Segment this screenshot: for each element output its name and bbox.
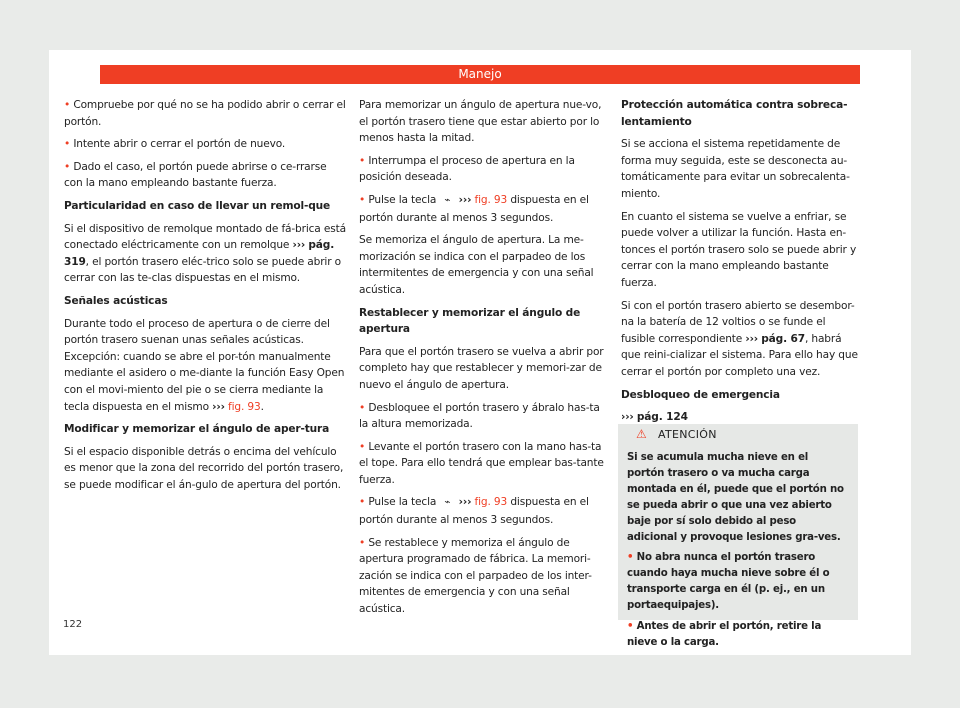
page-ref-link[interactable]: pág. 67	[761, 332, 805, 345]
paragraph-text: , el portón trasero eléc-trico solo se puede abrir o cerrar con las te-clas dispuestas en el mismo.	[64, 255, 341, 285]
list-item	[627, 619, 848, 651]
paragraph: Si se acciona el sistema repetidamente de forma muy seguida, este se desconecta au-tomáticamente para evitar un sobrecalenta-miento.	[621, 138, 850, 200]
warning-triangle-icon: ⚠	[636, 427, 647, 441]
list-item	[359, 494, 605, 528]
column-1	[64, 97, 346, 499]
bullet: •	[359, 193, 366, 206]
cross-ref-arrows: ›››	[745, 332, 759, 345]
list-item	[359, 535, 605, 618]
list-item-text: dispuesta en el portón durante al menos 3 segundos.	[359, 496, 589, 527]
list-item-text: Dado el caso, el portón puede abrirse o ce-rrarse con la mano empleando bastante fuerza.	[64, 160, 327, 190]
paragraph-text: Si el dispositivo de remolque montado de fá-brica está conectado eléctricamente con un remolque	[64, 222, 346, 252]
figure-ref-link[interactable]: fig. 93	[228, 400, 261, 413]
paragraph: Para que el portón trasero se vuelva a abrir por completo hay que restablecer y memori-zar de nuevo el ángulo de apertura.	[359, 345, 604, 391]
cross-ref-arrows: ›››	[458, 496, 472, 509]
page-number: 122	[63, 619, 83, 630]
column-3	[621, 97, 861, 432]
list-item-text: Pulse la tecla	[368, 193, 437, 206]
bullet: •	[627, 621, 634, 633]
section-heading: Señales acústicas	[64, 294, 168, 307]
paragraph: En cuanto el sistema se vuelve a enfriar, se puede volver a utilizar la función. Hasta en-tonces el portón trasero solo se puede abrir y cerrar con la mano empleando bastante fuerza.	[621, 210, 857, 289]
list-item-text: Pulse la tecla	[368, 496, 437, 509]
paragraph-text: , habrá que reini-cializar el sistema. Para ello hay que cerrar el portón por completo una vez.	[621, 332, 858, 378]
list-item	[64, 97, 346, 130]
list-item	[359, 439, 605, 489]
warning-box	[618, 424, 858, 648]
bullet: •	[627, 552, 634, 564]
list-item	[64, 159, 346, 192]
bullet: •	[359, 440, 366, 453]
list-item-text: Antes de abrir el portón, retire la nieve o la carga.	[627, 621, 822, 648]
paragraph-text: Si con el portón trasero abierto se desembor-na la batería de 12 voltios o se funde el fusible correspondiente	[621, 299, 855, 345]
paragraph	[64, 221, 346, 287]
bullet: •	[359, 154, 366, 167]
figure-ref-link[interactable]: fig. 93	[474, 193, 508, 206]
list-item-text: Levante el portón trasero con la mano has-ta el tope. Para ello tendrá que emplear bas-tante fuerza.	[359, 440, 604, 486]
cross-ref-arrows: ›››	[212, 400, 225, 413]
list-item-text: No abra nunca el portón trasero cuando haya mucha nieve sobre él o transporte carga en él (p. ej., en un portaequipajes).	[627, 552, 830, 612]
list-item-text: Se restablece y memoriza el ángulo de apertura programado de fábrica. La memori-zación se indica con el parpadeo de los inter-mitentes de emergencia y con una señal acústica.	[359, 536, 592, 616]
paragraph: Si el espacio disponible detrás o encima del vehículo es menor que la zona del recorrido del portón trasero, se puede modificar el án-gulo de apertura del portón.	[64, 445, 344, 491]
tailgate-key-icon: ⌁	[444, 497, 451, 509]
warning-header	[618, 424, 858, 444]
page-ref-link[interactable]: pág. 319	[64, 239, 335, 268]
bullet: •	[359, 536, 366, 549]
figure-ref-link[interactable]: fig. 93	[474, 496, 508, 509]
warning-text: Si se acumula mucha nieve en el portón trasero o va mucha carga montada en él, puede que el portón no se pueda abrir o que una vez abierto baje por sí solo debido al peso adicional y provoque lesiones gra-ves.	[627, 452, 844, 543]
bullet: •	[64, 160, 71, 173]
bullet: •	[64, 138, 71, 151]
list-item	[359, 153, 605, 186]
list-item-text: Desbloquee el portón trasero y ábralo has-ta la altura memorizada.	[359, 401, 600, 431]
cross-ref-arrows: ›››	[292, 239, 306, 252]
paragraph	[621, 298, 861, 381]
section-heading: Particularidad en caso de llevar un remol-que	[64, 199, 331, 212]
list-item	[359, 192, 605, 226]
tailgate-key-icon: ⌁	[444, 194, 451, 206]
list-item-text: Intente abrir o cerrar el portón de nuevo.	[73, 138, 286, 151]
section-heading: Restablecer y memorizar el ángulo de apertura	[359, 306, 581, 336]
section-heading: Protección automática contra sobreca-lentamiento	[621, 99, 848, 128]
list-item	[627, 550, 848, 614]
cross-ref-arrows: ›››	[458, 193, 472, 206]
paragraph-text: .	[260, 400, 264, 413]
page-ref-link[interactable]: pág. 124	[636, 411, 688, 424]
warning-title: ATENCIÓN	[658, 428, 717, 441]
bullet: •	[64, 99, 71, 111]
bullet: •	[359, 496, 366, 509]
section-heading: Desbloqueo de emergencia	[621, 388, 780, 401]
warning-body	[618, 444, 858, 651]
paragraph	[64, 316, 346, 416]
list-item-text: Interrumpa el proceso de apertura en la posición deseada.	[359, 154, 575, 184]
section-header: Manejo	[100, 65, 860, 84]
section-heading: Modificar y memorizar el ángulo de aper-tura	[64, 423, 330, 436]
column-2	[359, 97, 605, 624]
list-item-text: dispuesta en el portón durante al menos 3 segundos.	[359, 193, 589, 224]
paragraph-text: Durante todo el proceso de apertura o de cierre del portón trasero suenan unas señales acústicas. Excepción: cuando se abre el por-tón manualmente mediante el asidero o me-diante la función Easy Open con el movi-miento del pie o se cierra mediante la tecla dispuesta en el mismo	[64, 317, 345, 413]
paragraph: Se memoriza el ángulo de apertura. La me-morización se indica con el parpadeo de los intermitentes de emergencia y con una señal acústica.	[359, 234, 594, 296]
list-item	[359, 400, 605, 433]
cross-ref-arrows: ›››	[621, 411, 634, 424]
list-item	[64, 136, 346, 153]
bullet: •	[359, 401, 366, 414]
paragraph: Para memorizar un ángulo de apertura nue-vo, el portón trasero tiene que estar abierto por lo menos hasta la mitad.	[359, 99, 602, 145]
list-item-text: Compruebe por qué no se ha podido abrir o cerrar el portón.	[64, 99, 346, 128]
